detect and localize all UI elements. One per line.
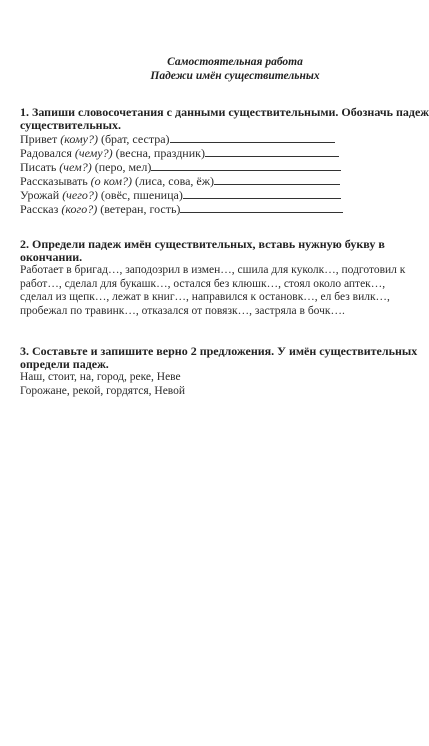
answer-blank[interactable] (183, 188, 341, 199)
task-3-heading: 3. Составьте и запишите верно 2 предложения. У имён существительных определи падеж. (20, 344, 418, 371)
task-2-text: Работает в бригад…, заподозрил в измен…, сшила для куколк…, подготовил к работ…, сделал для букашк…, остался без клюшк…, стоял около аптек…, сделал из щепк…, лежат в книг…, направился к остановк…, ел без вилк…, пробежал по травинк…, отказался от повязк…, застряла в бочк…. (20, 264, 406, 317)
answer-blank[interactable] (170, 132, 335, 143)
task-1-item: Радовался (чему?) (весна, праздник) (20, 146, 429, 160)
task-2-heading: 2. Определи падеж имён существительных, вставь нужную букву в окончании. (20, 237, 385, 264)
task-2 (20, 238, 405, 318)
task-3 (20, 345, 417, 398)
task-1-item: Привет (кому?) (брат, сестра) (20, 132, 429, 146)
task-1-item: Писать (чем?) (перо, мел) (20, 160, 429, 174)
answer-blank[interactable] (151, 160, 341, 171)
task-3-text: Наш, стоит, на, город, реке, Неве Горожане, рекой, гордятся, Невой (20, 371, 186, 397)
task-1-item: Урожай (чего?) (овёс, пшеница) (20, 188, 429, 202)
answer-blank[interactable] (214, 174, 340, 185)
task-1-heading: 1. Запиши словосочетания с данными существительными. Обозначь падеж существительных. (20, 105, 429, 132)
task-1-item: Рассказ (кого?) (ветеран, гость) (20, 202, 429, 216)
worksheet-title: Самостоятельная работа (167, 56, 303, 68)
worksheet-subtitle: Падежи имён существительных (150, 70, 320, 82)
task-1 (20, 106, 429, 216)
answer-blank[interactable] (180, 202, 343, 213)
task-1-item: Рассказывать (о ком?) (лиса, сова, ёж) (20, 174, 429, 188)
answer-blank[interactable] (205, 146, 339, 157)
